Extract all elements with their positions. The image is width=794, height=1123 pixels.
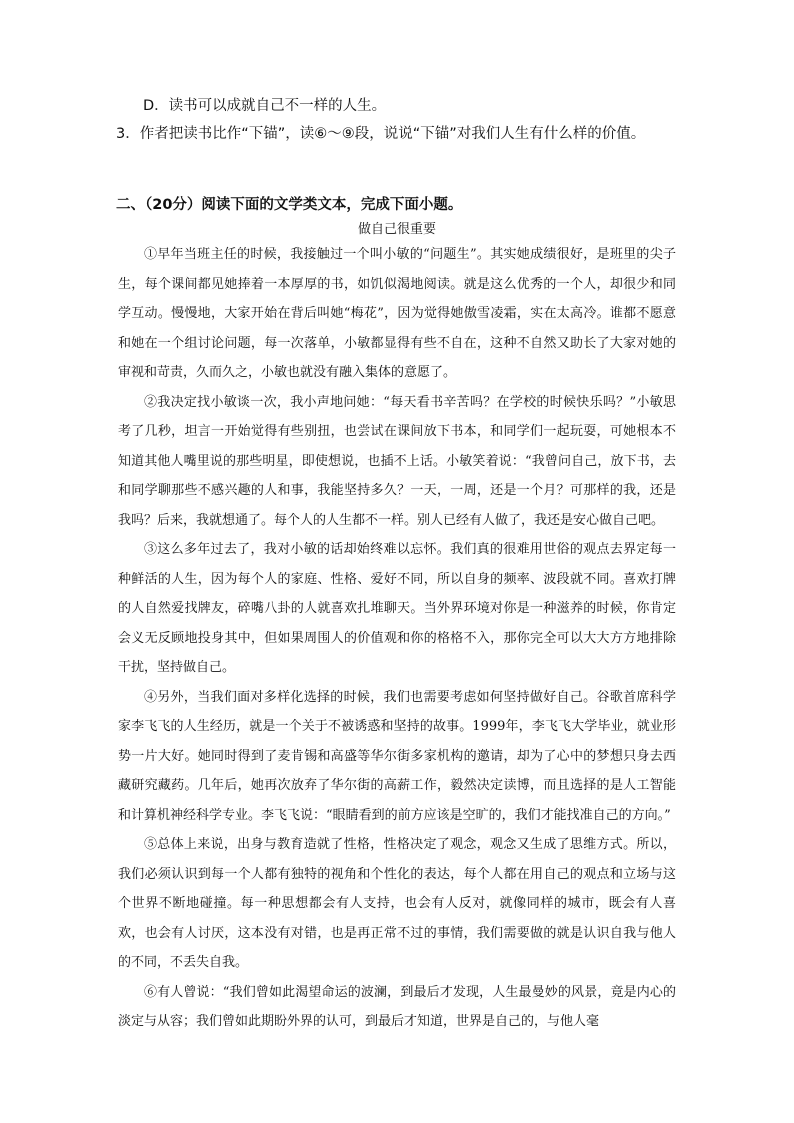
paragraph-5: ⑤总体上来说，出身与教育造就了性格，性格决定了观念，观念又生成了思维方式。所以，我们必须认识到每一个人都有独特的视角和个性化的表达，每个人都在用自己的观点和立场与这个世界不断地碰撞。每一种思想都会有人支持，也会有人反对，就像同样的城市，既会有人喜欢，也会有人讨厌，这本没有对错，也是再正常不过的事情，我们需要做的就是认识自我与他人的不同，不丢失自我。 [118, 837, 676, 970]
paragraph-4: ④另外，当我们面对多样化选择的时候，我们也需要考虑如何坚持做好自己。谷歌首席科学家李飞飞的人生经历，就是一个关于不被诱惑和坚持的故事。1999年，李飞飞大学毕业，就业形势一片大好。她同时得到了麦肯锡和高盛等华尔街多家机构的邀请，却为了心中的梦想只身去西藏研究藏药。几年后，她再次放弃了华尔街的高薪工作，毅然决定读博，而且选择的是人工智能和计算机神经科学专业。李飞飞说：“眼睛看到的前方应该是空旷的，我们才能找准自己的方向。” [118, 689, 676, 823]
essay-body [118, 240, 676, 1037]
paragraph-3: ③这么多年过去了，我对小敏的话却始终难以忘怀。我们真的很难用世俗的观点去界定每一种鲜活的人生，因为每个人的家庭、性格、爱好不同，所以自身的频率、波段就不同。喜欢打牌的人自然爱找牌友，碎嘴八卦的人就喜欢扎堆聊天。当外界环境对你是一种滋养的时候，你肯定会义无反顾地投身其中，但如果周围人的价值观和你的格格不入，那你完全可以大大方方地排除干扰，坚持做自己。 [118, 542, 676, 675]
essay-title: 做自己很重要 [357, 222, 436, 237]
section-heading: 二、（20分）阅读下面的文学类文本，完成下面小题。 [116, 197, 463, 213]
paragraph-6: ⑥有人曾说：“我们曾如此渴望命运的波澜，到最后才发现，人生最曼妙的风景，竟是内心的淡定与从容；我们曾如此期盼外界的认可，到最后才知道，世界是自己的，与他人毫 [118, 984, 676, 1029]
question-option-d: D．读书可以成就自己不一样的人生。 [143, 98, 387, 114]
paragraph-2: ②我决定找小敏谈一次，我小声地问她：“每天看书辛苦吗？在学校的时候快乐吗？”小敏思考了几秒，坦言一开始觉得有些别扭，也尝试在课间放下书本，和同学们一起玩耍，可她根本不知道其他人嘴里说的那些明星，即使想说，也插不上话。小敏笑着说：“我曾问自己，放下书，去和同学聊那些不感兴趣的人和事，我能坚持多久？一天，一周，还是一个月？可那样的我，还是我吗？后来，我就想通了。每个人的人生都不一样。别人已经有人做了，我还是安心做自己吧。 [118, 394, 676, 528]
paragraph-1: ①早年当班主任的时候，我接触过一个叫小敏的“问题生”。其实她成绩很好，是班里的尖子生，每个课间都见她捧着一本厚厚的书，如饥似渴地阅读。就是这么优秀的一个人，却很少和同学互动。慢慢地，大家开始在背后叫她“梅花”，因为觉得她傲雪凌霜，实在太高冷。谁都不愿意和她在一个组讨论问题，每一次落单，小敏都显得有些不自在，这种不自然又助长了大家对她的审视和苛责，久而久之，小敏也就没有融入集体的意愿了。 [118, 247, 676, 380]
question-3: 3．作者把读书比作“下锚”，读⑥～⑨段，说说“下锚”对我们人生有什么样的价值。 [116, 126, 646, 142]
